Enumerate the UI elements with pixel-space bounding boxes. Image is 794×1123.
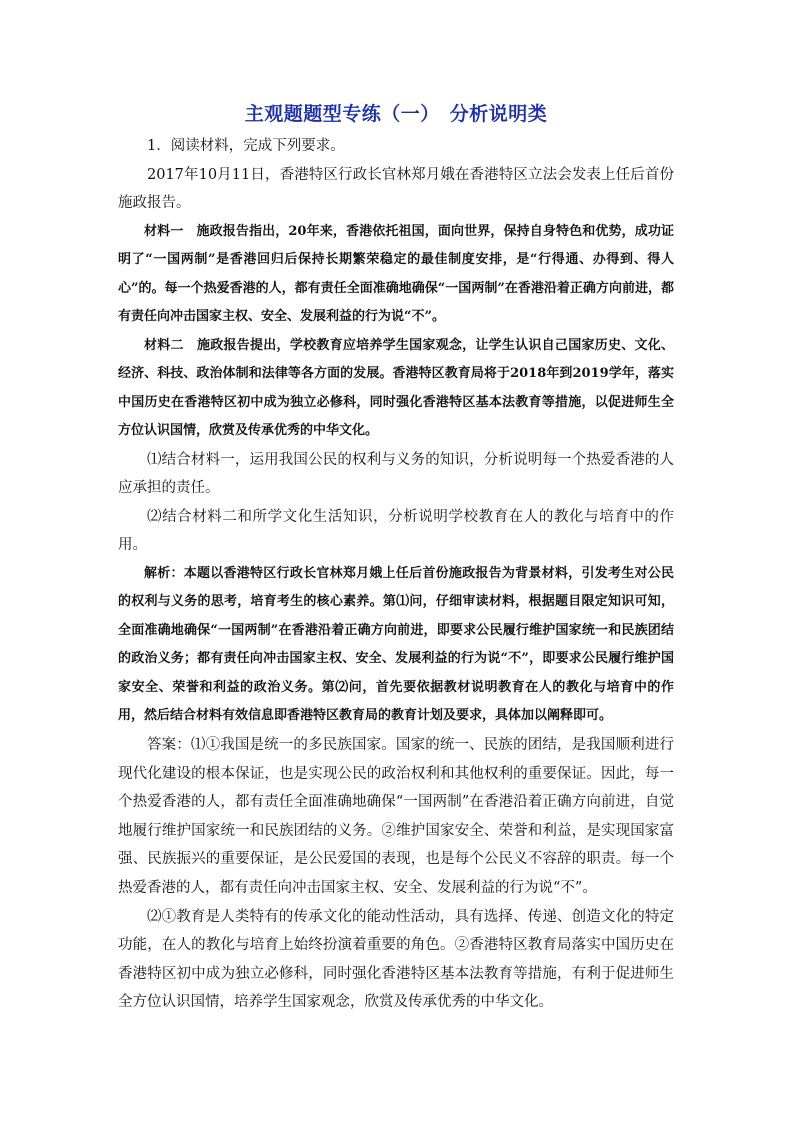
analysis-paragraph: 解析：本题以香港特区行政长官林郑月娥上任后首份施政报告为背景材料，引发考生对公民的权利与义务的思考，培育考生的核心素养。第⑴问，仔细审读材料，根据题目限定知识可知，全面准确地确保“一国两制”在香港沿着正确方向前进，即要求公民履行维护国家统一和民族团结的政治义务；都有责任向冲击国家主权、安全、发展利益的行为说“不”，即要求公民履行维护国家安全、荣誉和利益的政治义务。第⑵问，首先要依据教材说明教育在人的教化与培育中的作用，然后结合材料有效信息即香港特区教育局的教育计划及要求，具体加以阐释即可。 <box>118 565 674 724</box>
answer-part-2: ⑵①教育是人类特有的传承文化的能动性活动，具有选择、传递、创造文化的特定功能，在人的教化与培育上始终扮演着重要的角色。②香港特区教育局落实中国历史在香港特区初中成为独立必修科，同时强化香港特区基本法教育等措施，有利于促进师生全方位认识国情，培养学生国家观念，欣赏及传承优秀的中华文化。 <box>118 908 674 1011</box>
background-paragraph: 2017年10月11日，香港特区行政长官林郑月娥在香港特区立法会发表上任后首份施政报告。 <box>118 166 674 211</box>
material-two: 材料二 施政报告提出，学校教育应培养学生国家观念，让学生认识自己国家历史、文化、经济、科技、政治体制和法律等各方面的发展。香港特区教育局将于2018年到2019学年，落实中国历史在香港特区初中成为独立必修科，同时强化香港特区基本法教育等措施，以促进师生全方位认识国情，欣赏及传承优秀的中华文化。 <box>118 337 674 438</box>
question-intro: 1．阅读材料，完成下列要求。 <box>147 138 345 154</box>
sub-question-2: ⑵结合材料二和所学文化生活知识，分析说明学校教育在人的教化与培育中的作用。 <box>118 508 674 553</box>
page-title: 主观题题型专练（一） 分析说明类 <box>244 103 548 125</box>
document-page <box>118 100 674 1017</box>
answer-part-1: 答案：⑴①我国是统一的多民族国家。国家的统一、民族的团结，是我国顺利进行现代化建设的根本保证，也是实现公民的政治权利和其他权利的重要保证。因此，每一个热爱香港的人，都有责任全面准确地确保“一国两制”在香港沿着正确方向前进，自觉地履行维护国家统一和民族团结的义务。②维护国家安全、荣誉和利益，是实现国家富强、民族振兴的重要保证，是公民爱国的表现，也是每个公民义不容辞的职责。每一个热爱香港的人，都有责任向冲击国家主权、安全、发展利益的行为说“不”。 <box>118 737 674 897</box>
sub-question-1: ⑴结合材料一，运用我国公民的权利与义务的知识，分析说明每一个热爱香港的人应承担的责任。 <box>118 451 674 496</box>
material-one: 材料一 施政报告指出，20年来，香港依托祖国，面向世界，保持自身特色和优势，成功证明了“一国两制”是香港回归后保持长期繁荣稳定的最佳制度安排，是“行得通、办得到、得人心”的。每一个热爱香港的人，都有责任全面准确地确保“一国两制”在香港沿着正确方向前进，都有责任向冲击国家主权、安全、发展利益的行为说“不”。 <box>118 223 674 324</box>
